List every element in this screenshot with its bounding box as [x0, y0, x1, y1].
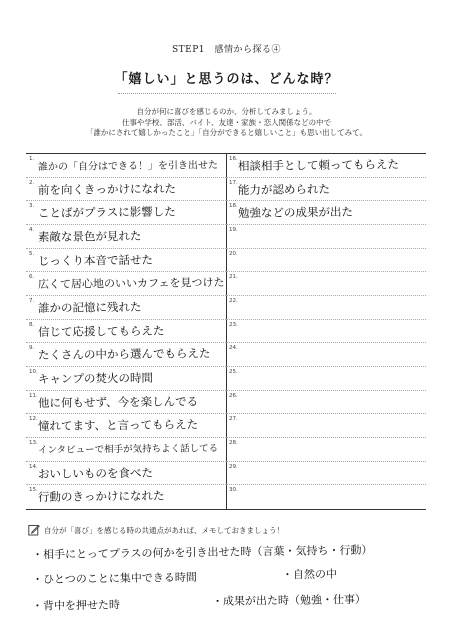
entry-row — [226, 249, 426, 273]
entry-row — [26, 320, 226, 344]
entry-number: 24. — [229, 345, 238, 352]
entry-number: 19. — [229, 227, 238, 233]
entry-row — [226, 272, 426, 296]
entry-text — [238, 298, 424, 300]
entry-number: 25. — [229, 369, 238, 375]
entry-row — [26, 225, 226, 249]
entry-grid — [26, 153, 426, 510]
entry-number: 14. — [29, 463, 38, 470]
memo-item-2: ・ひとつのことに集中できる時間 — [31, 570, 197, 587]
entry-number: 8. — [29, 321, 35, 328]
entry-number: 29. — [229, 463, 238, 470]
entry-number: 23. — [229, 321, 238, 328]
entry-text: 誰かの「自分はできる！」を引き出せた — [37, 160, 219, 173]
entry-row — [226, 367, 426, 391]
entry-column-right — [226, 154, 426, 509]
entry-row — [226, 485, 426, 509]
entry-row — [226, 225, 426, 249]
entry-text: 憧れてます、と言ってもらえた — [37, 417, 199, 434]
entry-row — [226, 320, 426, 344]
entry-text — [238, 464, 424, 466]
entry-text: キャンプの焚火の時間 — [37, 370, 154, 386]
entry-number: 22. — [229, 298, 238, 304]
entry-number: 17. — [229, 179, 238, 186]
entry-text — [238, 274, 424, 276]
intro-line-3: 「誰かにされて嬉しかったこと」「自分ができると嬉しいこと」も思い出してみて。 — [85, 128, 368, 137]
entry-text: たくさんの中から選んでもらえた — [37, 346, 211, 363]
entry-number: 20. — [229, 250, 238, 257]
entry-number: 27. — [229, 416, 238, 423]
entry-text: 勉強などの成果が出た — [237, 205, 354, 221]
entry-number: 18. — [229, 203, 238, 210]
entry-row — [26, 438, 226, 462]
entry-row — [226, 201, 426, 225]
entry-number: 3. — [29, 203, 35, 210]
entry-row — [26, 249, 226, 273]
entry-text — [238, 416, 424, 418]
entry-row — [226, 391, 426, 415]
memo-item-1: ・相手にとってプラスの何かを引き出せた時（言葉・気持ち・行動） — [31, 543, 373, 562]
page-title: 「嬉しい」と思うのは、どんな時？ — [114, 72, 339, 87]
entry-text — [238, 487, 424, 489]
entry-row — [26, 391, 226, 415]
memo-item-5: ・成果が出た時（勉強・仕事） — [211, 592, 367, 609]
entry-text: 素敵な景色が見れた — [37, 228, 142, 244]
entry-row — [226, 178, 426, 202]
entry-row — [26, 414, 226, 438]
entry-row — [26, 367, 226, 391]
entry-number: 11. — [29, 392, 38, 399]
entry-row — [226, 343, 426, 367]
entry-row — [26, 485, 226, 509]
entry-text: 相談相手として頼ってもらえた — [237, 157, 400, 173]
entry-row — [26, 296, 226, 320]
entry-row — [226, 438, 426, 462]
entry-text: 行動のきっかけになれた — [37, 489, 165, 505]
memo-pencil-icon — [28, 524, 40, 536]
entry-number: 30. — [229, 487, 238, 494]
entry-text — [238, 251, 424, 253]
entry-number: 13. — [29, 440, 38, 446]
entry-number: 4. — [29, 227, 35, 233]
entry-number: 1. — [29, 156, 35, 162]
entry-number: 26. — [229, 392, 238, 399]
entry-number: 10. — [29, 369, 38, 375]
memo-item-3: ・自然の中 — [281, 567, 338, 582]
entry-text: 誰かの記憶に残れた — [37, 299, 142, 315]
entry-number: 2. — [29, 179, 35, 186]
entry-row — [226, 154, 426, 178]
entry-number: 21. — [229, 274, 238, 281]
entry-number: 15. — [29, 487, 38, 494]
intro-line-1: 自分が何に喜びを感じるのか、分析してみましょう。 — [136, 107, 317, 116]
entry-row — [26, 462, 226, 486]
entry-row — [26, 154, 226, 178]
entry-row — [26, 272, 226, 296]
title-divider — [118, 93, 336, 94]
entry-text: 能力が認められた — [237, 181, 331, 197]
entry-row — [26, 178, 226, 202]
entry-row — [226, 462, 426, 486]
entry-text: じっくり本音で話せた — [37, 252, 154, 268]
entry-number: 7. — [29, 298, 35, 304]
intro-line-2: 仕事や学校、部活、バイト、友達・家族・恋人関係などの中で — [121, 117, 332, 127]
entry-row — [226, 414, 426, 438]
entry-text — [238, 322, 424, 324]
entry-number: 12. — [29, 416, 38, 423]
entry-number: 16. — [229, 156, 238, 162]
entry-text: ことばがプラスに影響した — [37, 204, 176, 221]
entry-text: おいしいものを食べた — [37, 465, 154, 481]
entry-text — [238, 369, 424, 371]
memo-heading — [28, 524, 284, 536]
entry-text: 前を向くきっかけになれた — [37, 181, 177, 197]
entry-text: インタビューで相手が気持ちよく話してる — [37, 443, 219, 456]
entry-text — [238, 227, 424, 229]
entry-text — [238, 345, 424, 347]
entry-text: 広くて居心地のいいカフェを見つけた — [37, 276, 225, 292]
intro-text — [0, 107, 453, 139]
entry-text — [238, 440, 424, 442]
entry-text: 他に何もせず、今を楽しんでる — [37, 393, 199, 410]
entry-number: 5. — [29, 250, 35, 257]
entry-row — [26, 343, 226, 367]
entry-text — [238, 393, 424, 395]
memo-item-4: ・背中を押せた時 — [31, 598, 121, 613]
entry-column-left — [26, 154, 226, 509]
step-label: STEP1 感情から探る④ — [171, 45, 282, 55]
entry-number: 9. — [29, 345, 35, 352]
entry-row — [26, 201, 226, 225]
memo-heading-text: 自分が「喜び」を感じる時の共通点があれば、メモしておきましょう！ — [44, 525, 284, 535]
entry-number: 28. — [229, 440, 238, 446]
entry-number: 6. — [29, 274, 35, 281]
entry-row — [226, 296, 426, 320]
entry-text: 信じて応援してもらえた — [37, 323, 165, 339]
